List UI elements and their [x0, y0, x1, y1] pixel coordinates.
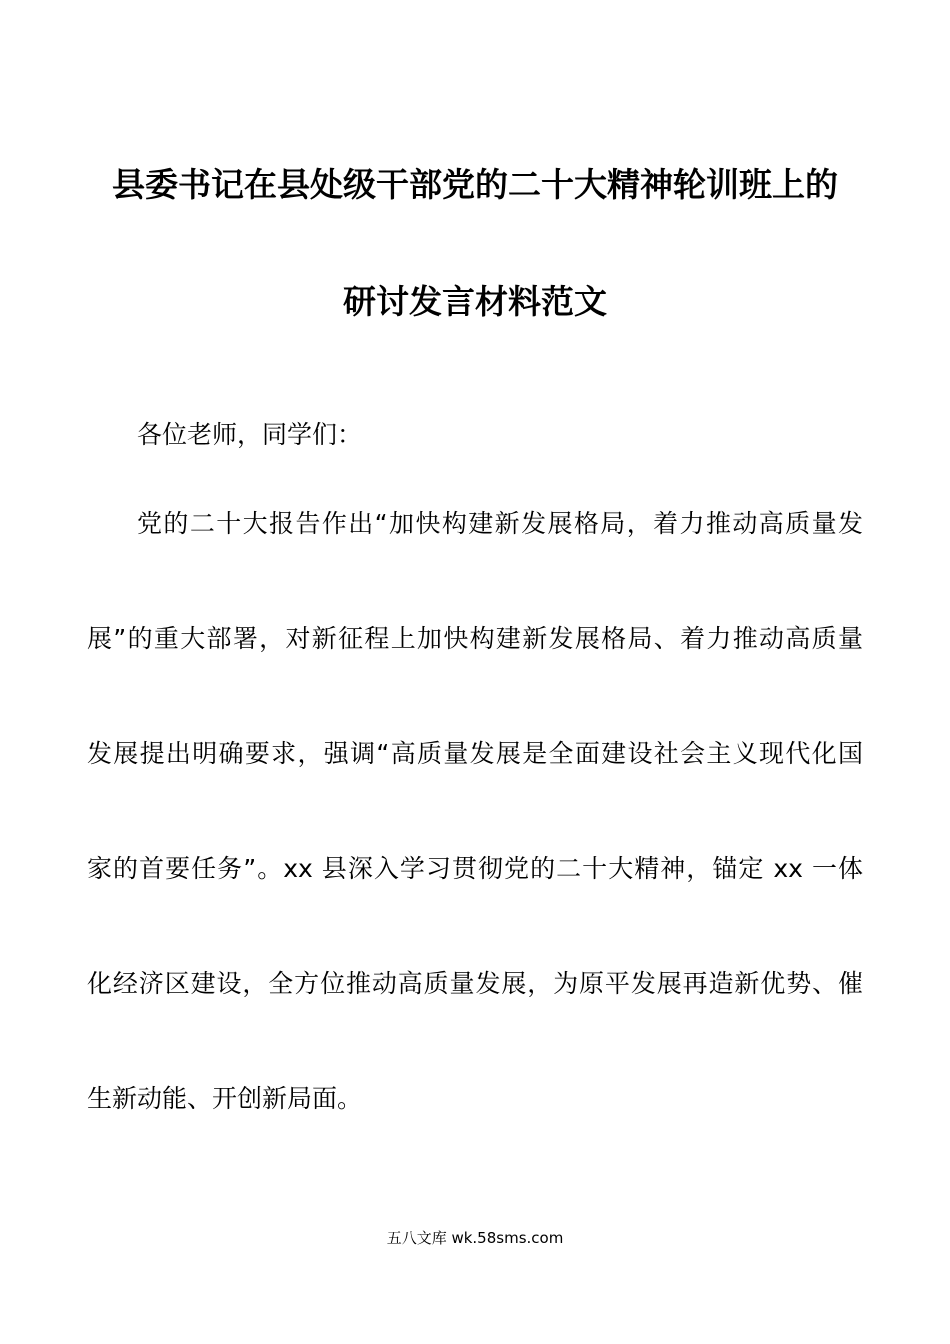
paragraph-line: 展”的重大部署，对新征程上加快构建新发展格局、着力推动高质量 — [87, 624, 863, 653]
document-title-line-1: 县委书记在县处级干部党的二十大精神轮训班上的 — [112, 165, 838, 204]
paragraph-line: 家的首要任务”。xx 县深入学习贯彻党的二十大精神，锚定 xx 一体 — [87, 854, 863, 883]
salutation: 各位老师，同学们： — [137, 420, 363, 449]
paragraph-line: 发展提出明确要求，强调“高质量发展是全面建设社会主义现代化国 — [87, 739, 863, 768]
paragraph-line: 党的二十大报告作出“加快构建新发展格局，着力推动高质量发 — [137, 509, 863, 538]
footer-watermark-text: 五八文库 wk.58sms.com — [386, 1229, 564, 1247]
paragraph-line: 生新动能、开创新局面。 — [87, 1084, 363, 1113]
paragraph-line: 化经济区建设，全方位推动高质量发展，为原平发展再造新优势、催 — [87, 969, 863, 998]
document-title-line-2: 研讨发言材料范文 — [343, 282, 607, 321]
